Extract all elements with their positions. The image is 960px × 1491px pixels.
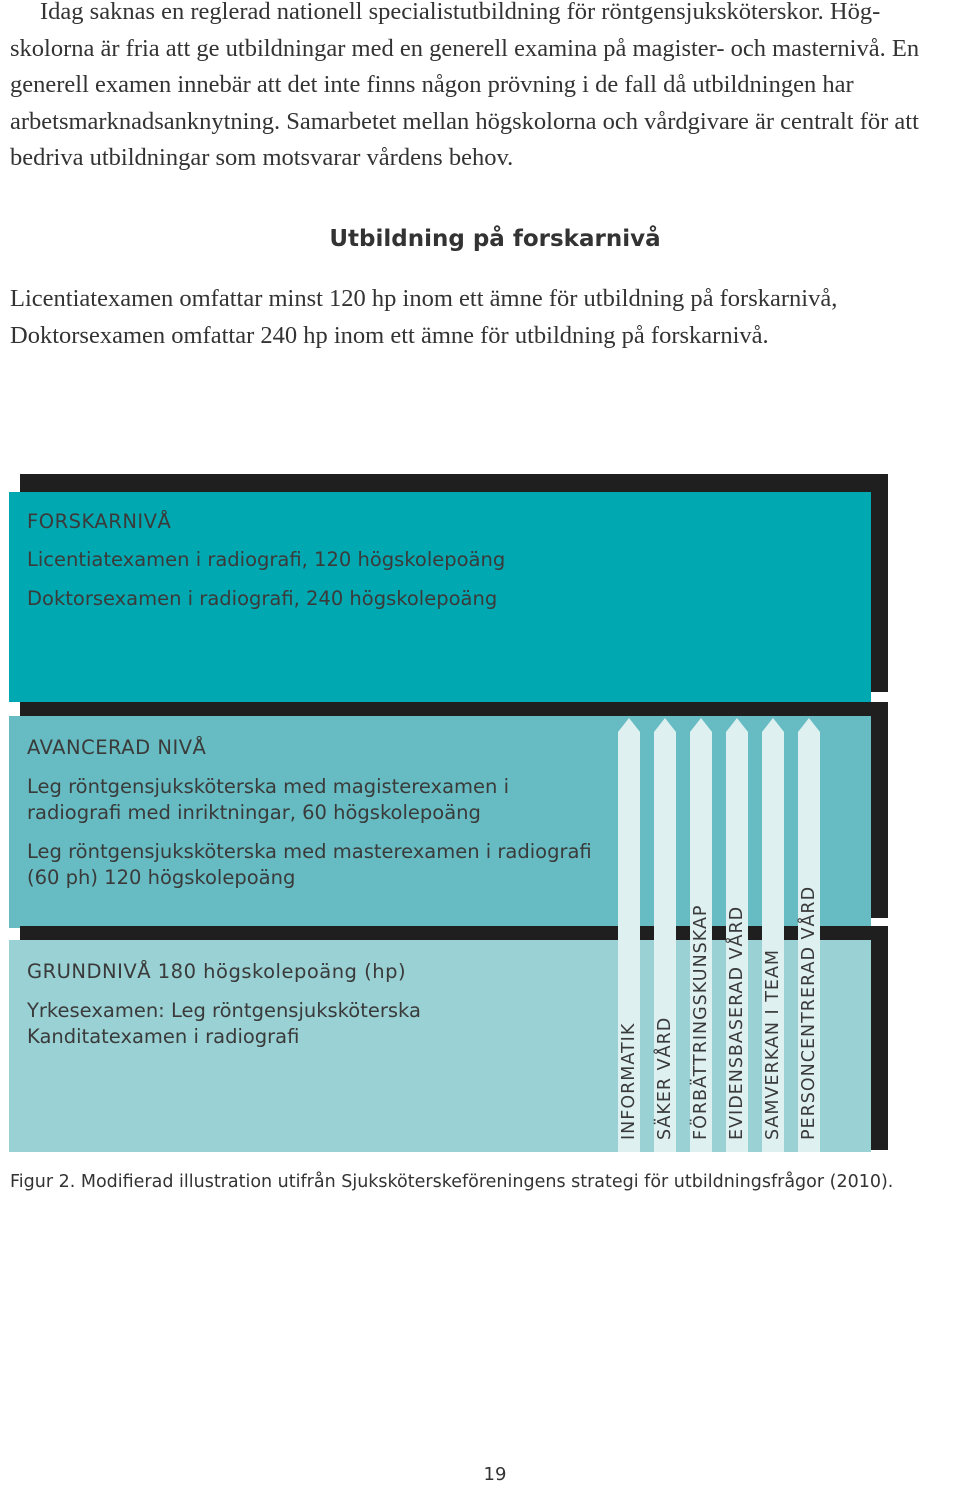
research-paragraph: Licentiatexamen omfattar minst 120 hp inom ett ämne för utbildning på forskarnivå, Doktorsexamen omfattar 240 hp inom ett ämne för utbildning på forskarnivå. [10, 285, 838, 349]
grundniva-line: Kanditatexamen i radiografi [27, 1025, 300, 1048]
grundniva-title: GRUNDNIVÅ 180 högskolepoäng (hp) [27, 960, 407, 983]
forskarniva-title: FORSKARNIVÅ [27, 510, 172, 533]
grundniva-line: Yrkesexamen: Leg röntgensjuksköterska [27, 999, 421, 1022]
forskarniva-line: Doktorsexamen i radiografi, 240 högskolepoäng [27, 587, 498, 610]
forskarniva-block [9, 492, 871, 702]
forskarniva-line: Licentiatexamen i radiografi, 120 högskolepoäng [27, 548, 506, 571]
arrow-label-samverkan-i-team: SAMVERKAN I TEAM [763, 948, 783, 1140]
arrow-label-informatik: INFORMATIK [619, 1022, 639, 1140]
intro-paragraph [10, 0, 955, 177]
arrow-label-saker-vard: SÄKER VÅRD [655, 1016, 675, 1140]
arrow-label-forbattringskunskap: FÖRBÄTTRINGSKUNSKAP [691, 904, 711, 1140]
arrow-label-evidensbaserad-vard: EVIDENSBASERAD VÅRD [727, 905, 747, 1140]
avancerad-line: radiografi med inriktningar, 60 högskolepoäng [27, 801, 481, 824]
arrow-label-personcentrerad-vard: PERSONCENTRERAD VÅRD [799, 885, 819, 1140]
intro-first-line: Idag saknas en reglerad nationell specialistutbildning för röntgensjuksköterskor. Hög- [40, 0, 881, 25]
avancerad-title: AVANCERAD NIVÅ [27, 736, 207, 759]
avancerad-line: Leg röntgensjuksköterska med magisterexamen i [27, 775, 509, 798]
intro-rest: skolorna är fria att ge utbildningar med en generell examina på magister- och masternivå. En generell examen innebär att det inte finns någon prövning i de fall då utbildningen har arbetsmarknadsanknytning. Samarbetet mellan högskolorna och vårdgivare är centralt för att bedriva utbildningar som motsvarar vårdens behov. [10, 34, 920, 171]
page-number: 19 [483, 1464, 507, 1485]
avancerad-line: (60 ph) 120 högskolepoäng [27, 866, 296, 889]
section-heading: Utbildning på forskarnivå [329, 226, 661, 252]
avancerad-line: Leg röntgensjuksköterska med masterexamen i radiografi [27, 840, 592, 863]
figure-caption: Figur 2. Modifierad illustration utifrån Sjuksköterskeföreningens strategi för utbildningsfrågor (2010). [10, 1172, 894, 1192]
